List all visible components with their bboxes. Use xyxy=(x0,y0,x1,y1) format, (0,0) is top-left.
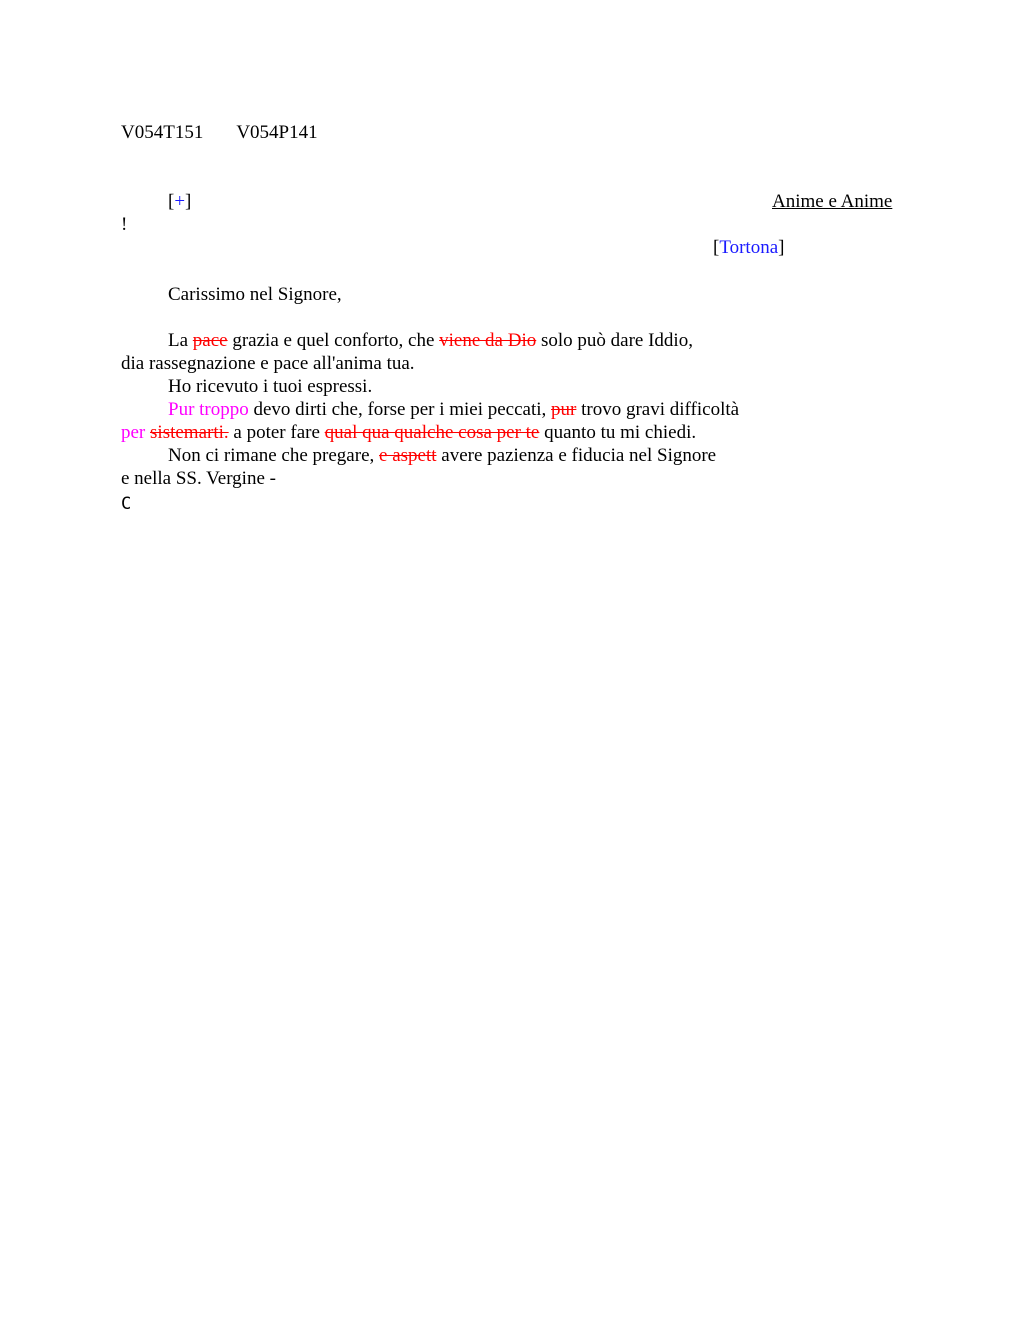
place-name: Tortona xyxy=(719,237,779,258)
document-codes xyxy=(121,121,318,144)
body-line-6: Non ci rimane che pregare, e aspett avere pazienza e fiducia nel Signore xyxy=(168,445,717,466)
body-line-3: Ho ricevuto i tuoi espressi. xyxy=(168,376,373,397)
body-line-2: dia rassegnazione e pace all'anima tua. xyxy=(121,353,415,374)
plus-symbol: + xyxy=(174,191,186,212)
deleted-text: sistemarti. xyxy=(150,422,229,443)
letter-heading xyxy=(772,190,892,213)
inserted-text: per xyxy=(121,422,146,443)
heading-title: Anime e Anime xyxy=(772,191,893,212)
code-t: V054T151 xyxy=(121,122,204,143)
deleted-text: qual qua qualche cosa per te xyxy=(324,422,540,443)
inserted-text: Pur troppo xyxy=(168,399,249,420)
deleted-text: e aspett xyxy=(379,445,437,466)
body-line-7: e nella SS. Vergine - xyxy=(121,468,276,489)
plus-marker: [+] xyxy=(168,191,192,212)
code-p: V054P141 xyxy=(236,122,318,143)
deleted-text: viene da Dio xyxy=(439,330,537,351)
heading-exclamation: ! xyxy=(121,214,128,235)
body-line-8: C xyxy=(121,494,132,514)
body-line-1: La pace grazia e quel conforto, che viene da Dio solo può dare Iddio, xyxy=(168,330,693,351)
deleted-text: pace xyxy=(192,330,228,351)
salutation: Carissimo nel Signore, xyxy=(168,284,342,305)
deleted-text: pur xyxy=(551,399,577,420)
place-line: [Tortona] xyxy=(713,237,785,258)
body-line-5: per sistemarti. a poter fare qual qua qualche cosa per te quanto tu mi chiedi. xyxy=(121,422,697,443)
body-line-4: Pur troppo devo dirti che, forse per i miei peccati, pur trovo gravi difficoltà xyxy=(168,399,740,420)
